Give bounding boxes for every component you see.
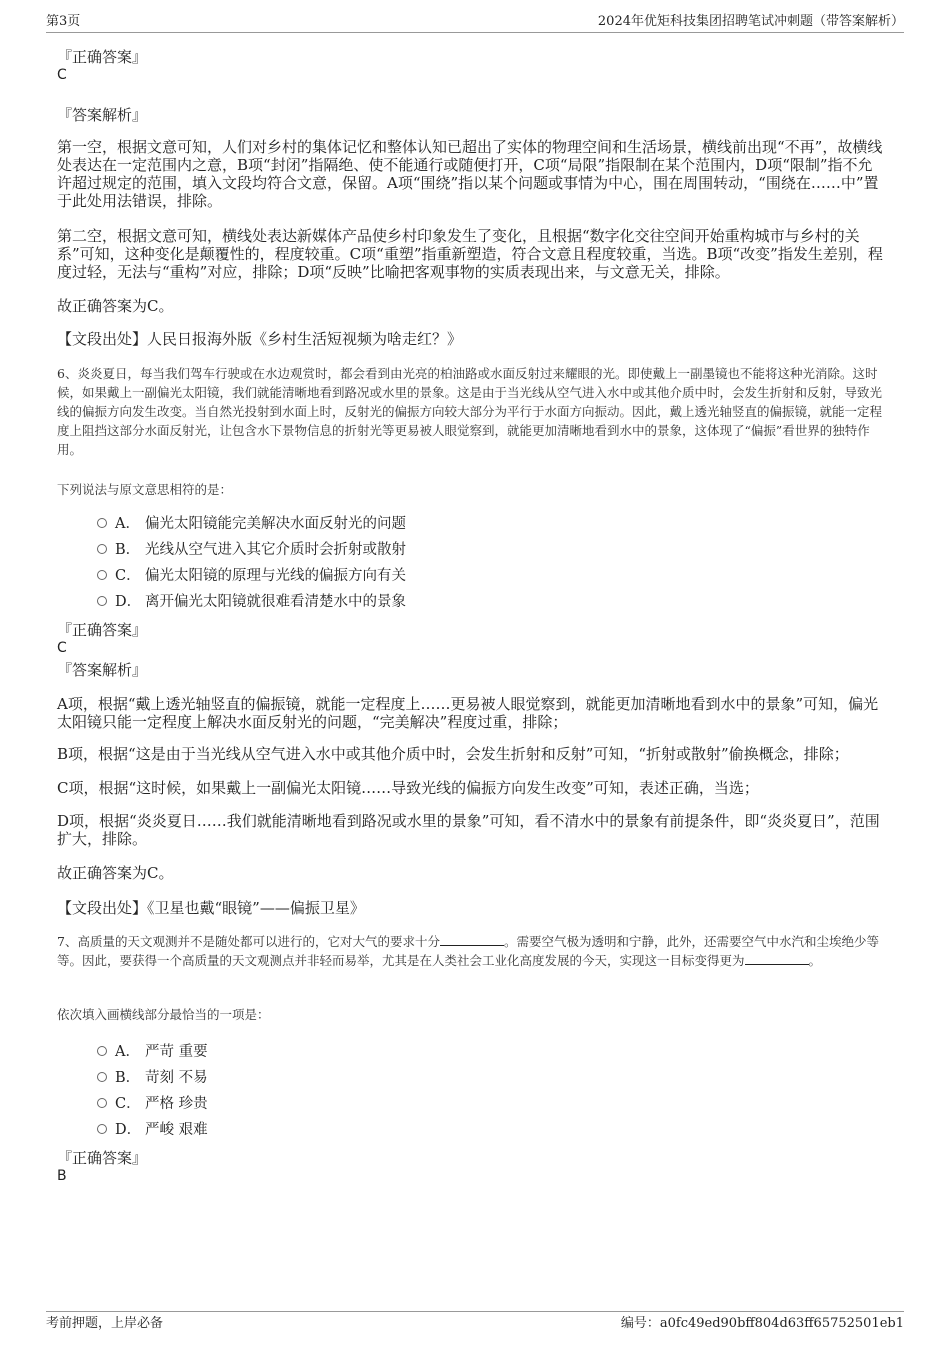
conclusion: 故正确答案为C。 — [57, 297, 174, 315]
document-title: 2024年优矩科技集团招聘笔试冲刺题（带答案解析） — [597, 14, 904, 29]
analysis-label: 『答案解析』 — [57, 106, 148, 124]
source-citation: 【文段出处】《卫星也戴“眼镜”——偏振卫星》 — [57, 899, 365, 917]
option-a[interactable]: A． 严苛 重要 — [97, 1042, 208, 1062]
question-stem: 7、高质量的天文观测并不是随处都可以进行的，它对大气的要求十分 。需要空气极为透明和宁静，此外，还需要空气中水汽和尘埃绝少等等。因此，要获得一个高质量的天文观测点并非轻而易举，尤其是在人类社会工业化高度发展的今天，实现这一目标变得更为 。 — [57, 934, 879, 968]
page-footer — [46, 1311, 904, 1336]
radio-icon[interactable] — [97, 1046, 107, 1056]
radio-icon[interactable] — [97, 1098, 107, 1108]
question-stem: 6、炎炎夏日，每当我们驾车行驶或在水边观赏时，都会看到由光亮的柏油路或水面反射过来耀眼的光。即使戴上一副墨镜也不能将这种光消除。这时候，如果戴上一副偏光太阳镜，我们就能清晰地看到路况或水里的景象。这是由于当光线从空气进入水中或其他介质中时，会发生折射和反射，导致光线的偏振方向发生改变。当自然光投射到水面上时，反射光的偏振方向较大部分为平行于水面方向振动。因此，戴上透光轴竖直的偏振镜，就能一定程度上阻挡这部分水面反射光，让包含水下景物信息的折射光等更易被人眼觉察到，就能更加清晰地看到水中的景象，这体现了“偏振”看世界的独特作用。 — [57, 366, 883, 457]
document-id: 编号：a0fc49ed90bff804d63ff65752501eb1 — [620, 1316, 904, 1331]
analysis-paragraph: A项，根据“戴上透光轴竖直的偏振镜，就能一定程度上……更易被人眼觉察到，就能更加清晰地看到水中的景象”可知，偏光太阳镜只能一定程度上解决水面反射光的问题，“完美解决”程度过重，排除； — [57, 695, 879, 731]
radio-icon[interactable] — [97, 544, 107, 554]
option-d[interactable]: D． 离开偏光太阳镜就很难看清楚水中的景象 — [97, 592, 406, 612]
analysis-paragraph: C项，根据“这时候，如果戴上一副偏光太阳镜……导致光线的偏振方向发生改变”可知，表述正确，当选； — [57, 779, 759, 797]
page-number: 第3页 — [46, 14, 81, 29]
answer-label: 『正确答案』 — [57, 48, 148, 66]
analysis-paragraph: D项，根据“炎炎夏日……我们就能清晰地看到路况或水里的景象”可知，看不清水中的景象有前提条件，即“炎炎夏日”，范围扩大，排除。 — [57, 812, 880, 848]
answer-value: B — [57, 1168, 67, 1184]
answer-value: C — [57, 640, 67, 656]
fill-blank — [745, 952, 809, 965]
option-b[interactable]: B． 苛刻 不易 — [97, 1068, 208, 1088]
option-b[interactable]: B． 光线从空气进入其它介质时会折射或散射 — [97, 540, 406, 560]
radio-icon[interactable] — [97, 596, 107, 606]
radio-icon[interactable] — [97, 570, 107, 580]
question-prompt: 下列说法与原文意思相符的是： — [57, 482, 233, 497]
radio-icon[interactable] — [97, 1124, 107, 1134]
page-header — [46, 12, 904, 33]
source-citation: 【文段出处】人民日报海外版《乡村生活短视频为啥走红？》 — [57, 330, 463, 348]
question-prompt: 依次填入画横线部分最恰当的一项是： — [57, 1007, 270, 1022]
footer-slogan: 考前押题，上岸必备 — [46, 1316, 164, 1331]
analysis-label: 『答案解析』 — [57, 661, 148, 679]
option-c[interactable]: C． 严格 珍贵 — [97, 1094, 208, 1114]
fill-blank — [440, 933, 504, 946]
answer-label: 『正确答案』 — [57, 1149, 148, 1167]
radio-icon[interactable] — [97, 1072, 107, 1082]
option-d[interactable]: D． 严峻 艰难 — [97, 1120, 208, 1140]
analysis-paragraph: 第一空，根据文意可知，人们对乡村的集体记忆和整体认知已超出了实体的物理空间和生活场景，横线前出现“不再”，故横线处表达在一定范围内之意，B项“封闭”指隔绝、使不能通行或随便打开，C项“局限”指限制在某个范围内，D项“限制”指不允许超过规定的范围，填入文段均符合文意，保留。A项“围绕”指以某个问题或事情为中心，围在周围转动，“围绕在……中”置于此处用法错误，排除。 — [57, 138, 883, 210]
option-a[interactable]: A． 偏光太阳镜能完美解决水面反射光的问题 — [97, 514, 406, 534]
analysis-paragraph: 第二空，根据文意可知，横线处表达新媒体产品使乡村印象发生了变化，且根据“数字化交往空间开始重构城市与乡村的关系”可知，这种变化是颠覆性的，程度较重。C项“重塑”指重新塑造，符合文意且程度较重，当选。B项“改变”指发生差别，程度过轻，无法与“重构”对应，排除；D项“反映”比喻把客观事物的实质表现出来，与文意无关，排除。 — [57, 227, 883, 281]
analysis-paragraph: B项，根据“这是由于当光线从空气进入水中或其他介质中时，会发生折射和反射”可知，“折射或散射”偷换概念，排除； — [57, 745, 849, 763]
conclusion: 故正确答案为C。 — [57, 864, 174, 882]
answer-value: C — [57, 67, 67, 83]
option-c[interactable]: C． 偏光太阳镜的原理与光线的偏振方向有关 — [97, 566, 406, 586]
answer-label: 『正确答案』 — [57, 621, 148, 639]
radio-icon[interactable] — [97, 518, 107, 528]
